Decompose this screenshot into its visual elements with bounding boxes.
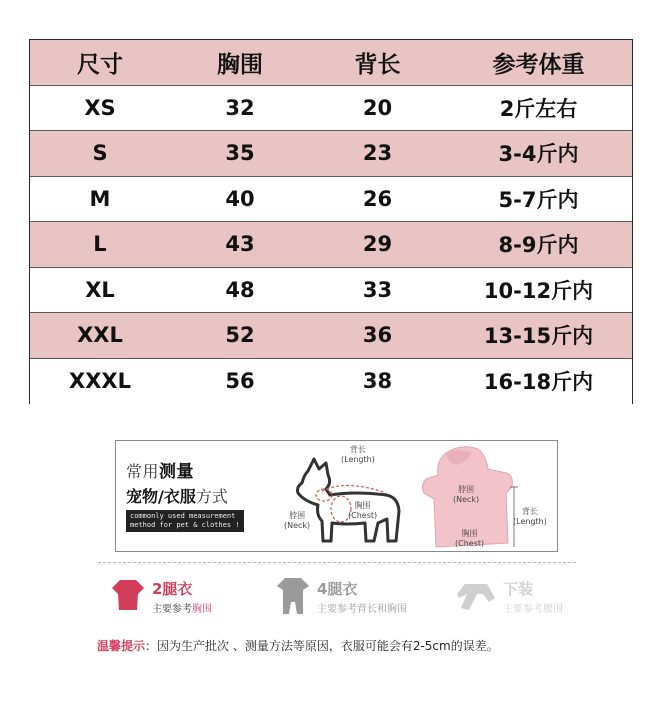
guide-subtitle [126,484,244,507]
type-title: 下装 [503,580,534,598]
length-cell: 33 [362,277,393,302]
type-title: 4腿衣 [317,580,358,598]
size-cell: XL [85,277,115,302]
size-cell: XS [84,95,116,120]
hoodie-icon [416,443,556,551]
weight-cell: 13-15斤内 [483,324,594,349]
two-leg-shirt-icon [110,578,146,612]
divider [98,562,576,563]
size-cell: S [92,141,108,166]
guide-caption-box [126,510,244,532]
clothes-chest-label: 胸围 (Chest) [455,529,485,548]
guide-title-block [126,457,244,532]
guide-caption-line-2: method for pet & clothes ! [130,521,240,529]
length-cell: 29 [362,232,393,257]
size-cell: L [93,232,107,257]
guide-subtitle-bold: 宠物/衣服 [126,487,196,506]
chest-cell: 43 [225,232,255,257]
size-cell: XXXL [69,369,131,394]
dog-length-label: 背长 (Length) [341,445,375,464]
table-row [30,222,632,268]
table-row [30,268,632,314]
clothes-neck-label: 脖围 (Neck) [453,485,480,504]
tip-text: ：因为生产批次 、测量方法等原因，衣服可能会有2-5cm的误差。 [145,639,499,653]
pants-icon [455,580,497,612]
four-leg-suit-icon [275,576,311,616]
type-subtitle: 主要参考胸围 [152,604,212,615]
chest-cell: 40 [225,186,255,211]
guide-subtitle-suffix: 方式 [195,487,228,506]
garment-types [100,574,580,619]
type-subtitle: 主要参考腰围 [503,604,563,615]
weight-cell: 16-18斤内 [483,370,594,395]
header-weight: 参考体重 [492,51,585,78]
chest-cell: 48 [225,277,255,302]
size-cell: XXL [77,323,123,348]
weight-cell: 8-9斤内 [498,233,579,258]
chest-cell: 56 [225,369,255,394]
guide-title-prefix: 常用 [126,462,160,481]
chest-cell: 35 [225,141,255,166]
chest-cell: 32 [225,95,255,120]
type-two-leg [110,574,260,619]
length-cell: 38 [362,369,393,394]
header-chest: 胸围 [217,51,263,78]
size-table [29,39,633,404]
type-pants [455,574,580,619]
length-cell: 26 [362,186,393,211]
weight-cell: 5-7斤内 [498,187,579,212]
tip-label: 温馨提示 [97,639,146,653]
warm-tip [97,637,499,654]
length-cell: 20 [362,95,393,120]
dog-neck-label: 脖围 (Neck) [284,511,311,530]
header-size: 尺寸 [77,51,123,78]
length-cell: 36 [362,323,393,348]
table-row [30,313,632,359]
header-back-length: 背长 [354,51,401,78]
guide-title-bold: 测量 [159,462,195,482]
guide-caption-line-1: commonly used measurement [130,512,236,520]
table-row [30,131,632,177]
type-subtitle: 主要参考背长和胸围 [317,604,407,615]
table-row [30,86,632,132]
weight-cell: 3-4斤内 [498,142,579,167]
size-cell: M [89,186,111,211]
type-title: 2腿衣 [152,580,193,598]
table-row [30,177,632,223]
type-four-leg [275,574,445,619]
weight-cell: 10-12斤内 [483,278,594,303]
table-header-row [30,40,632,86]
weight-cell: 2斤左右 [499,96,578,121]
guide-title [126,457,244,482]
length-cell: 23 [362,141,393,166]
table-row [30,359,632,405]
dog-chest-label: 胸围 (Chest) [348,501,378,520]
chest-cell: 52 [225,323,255,348]
clothes-length-label: 背长 (Length) [513,507,547,526]
measurement-guide [115,440,558,552]
